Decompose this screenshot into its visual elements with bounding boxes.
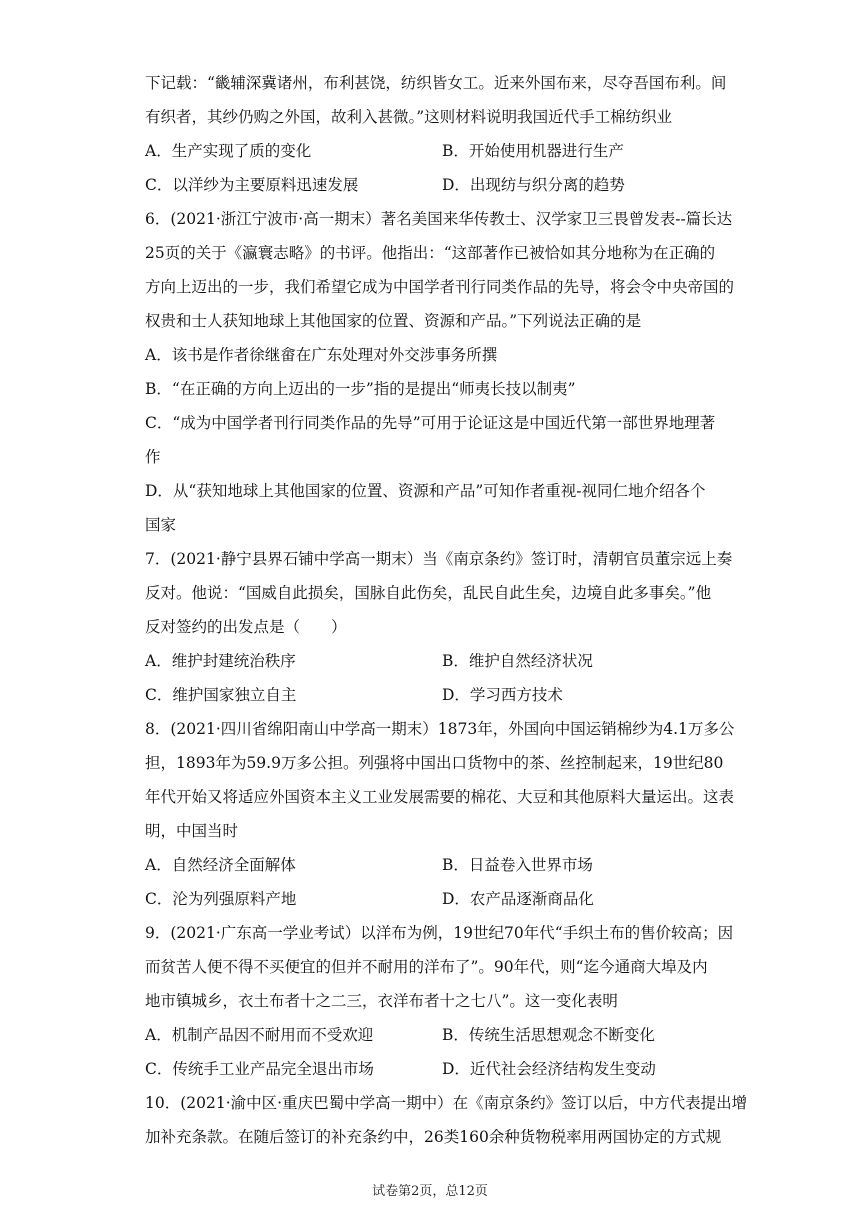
question-text-line: 有织者，其纱仍购之外国，故利入甚微。”这则材料说明我国近代手工棉纺织业 — [145, 108, 673, 126]
option-c[interactable]: C．以洋纱为主要原料迅速发展 — [145, 176, 359, 194]
question-text-line: 反对签约的出发点是（ ） — [145, 618, 347, 636]
question-text-line: 8．(2021·四川省绵阳南山中学高一期末）1873年，外国向中国运销棉纱为4.1万多公 — [145, 720, 735, 738]
option-d[interactable]: D．农产品逐渐商品化 — [442, 890, 594, 908]
question-7 — [145, 542, 733, 712]
page-footer: 试卷第2页，总12页 — [372, 1184, 488, 1199]
option-a[interactable]: A．生产实现了质的变化 — [145, 142, 312, 160]
page-content — [145, 66, 748, 1154]
question-text-line: 方向上迈出的一步，我们希望它成为中国学者刊行同类作品的先导，将会令中央帝国的 — [145, 278, 735, 296]
option-row — [145, 644, 725, 678]
question-6 — [145, 202, 735, 542]
option-c[interactable]: C．沦为列强原料产地 — [145, 890, 297, 908]
question-text-line: 地市镇城乡，衣土布者十之二三，衣洋布者十之七八”。这一变化表明 — [145, 992, 618, 1010]
question-8 — [145, 712, 735, 916]
question-text-line: 年代开始又将适应外国资本主义工业发展需要的棉花、大豆和其他原料大量运出。这表 — [145, 788, 735, 806]
question-text-line: 权贵和士人获知地球上其他国家的位置、资源和产品。”下列说法正确的是 — [145, 312, 642, 330]
question-10 — [145, 1086, 748, 1154]
option-row — [145, 848, 725, 882]
option-row — [145, 134, 725, 168]
question-text-line: 担，1893年为59.9万多公担。列强将中国出口货物中的茶、丝控制起来，19世纪80 — [145, 754, 724, 772]
option-b[interactable]: B．开始使用机器进行生产 — [442, 142, 624, 160]
question-text-line: 明，中国当时 — [145, 822, 239, 840]
question-text-line: 下记载：“畿辅深冀诸州，布利甚饶，纺织皆女工。近来外国布来，尽夺吾国布利。间 — [145, 74, 727, 92]
option-b[interactable]: B．“在正确的方向上迈出的一步”指的是提出“师夷长技以制夷” — [145, 380, 576, 398]
option-a[interactable]: A．机制产品因不耐用而不受欢迎 — [145, 1026, 374, 1044]
option-d-continued: 国家 — [145, 516, 177, 534]
option-c[interactable]: C．传统手工业产品完全退出市场 — [145, 1060, 374, 1078]
option-row — [145, 678, 725, 712]
question-5 — [145, 66, 725, 202]
question-text-line: 而贫苦人便不得不买便宜的但并不耐用的洋布了”。90年代，则“迄今通商大埠及内 — [145, 958, 708, 976]
option-c-continued: 作 — [145, 448, 161, 466]
option-row — [145, 168, 725, 202]
option-row — [145, 1052, 725, 1086]
option-row — [145, 882, 725, 916]
option-d[interactable]: D．出现纺与织分离的趋势 — [442, 176, 625, 194]
question-text-line: 25页的关于《瀛寰志略》的书评。他指出：“这部著作已被恰如其分地称为在正确的 — [145, 244, 716, 262]
option-c[interactable]: C．维护国家独立自主 — [145, 686, 297, 704]
option-d[interactable]: D．学习西方技术 — [442, 686, 563, 704]
option-a[interactable]: A．该书是作者徐继畲在广东处理对外交涉事务所撰 — [145, 346, 498, 364]
question-text-line: 9．(2021·广东高一学业考试）以洋布为例，19世纪70年代“手织土布的售价较高；因 — [145, 924, 734, 942]
option-a[interactable]: A．自然经济全面解体 — [145, 856, 296, 874]
question-text-line: 6．(2021·浙江宁波市·高一期末）著名美国来华传教士、汉学家卫三畏曾发表--篇长达 — [145, 210, 733, 228]
option-c[interactable]: C．“成为中国学者刊行同类作品的先导”可用于论证这是中国近代第一部世界地理著 — [145, 414, 716, 432]
question-text-line: 加补充条款。在随后签订的补充条约中，26类160余种货物税率用两国协定的方式规 — [145, 1128, 722, 1146]
option-row — [145, 1018, 725, 1052]
option-b[interactable]: B．日益卷入世界市场 — [442, 856, 593, 874]
option-b[interactable]: B．传统生活思想观念不断变化 — [442, 1026, 655, 1044]
question-text-line: 10．(2021·渝中区·重庆巴蜀中学高一期中）在《南京条约》签订以后，中方代表提出增 — [145, 1094, 748, 1112]
option-a[interactable]: A．维护封建统治秩序 — [145, 652, 296, 670]
option-b[interactable]: B．维护自然经济状况 — [442, 652, 593, 670]
question-9 — [145, 916, 734, 1086]
option-d[interactable]: D．从“获知地球上其他国家的位置、资源和产品”可知作者重视-视同仁地介绍各个 — [145, 482, 706, 500]
option-d[interactable]: D．近代社会经济结构发生变动 — [442, 1060, 656, 1078]
question-text-line: 反对。他说：“国威自此损矣，国脉自此伤矣，乱民自此生矣，边境自此多事矣。”他 — [145, 584, 712, 602]
question-text-line: 7．(2021·静宁县界石铺中学高一期末）当《南京条约》签订时，清朝官员董宗远上奏 — [145, 550, 733, 568]
